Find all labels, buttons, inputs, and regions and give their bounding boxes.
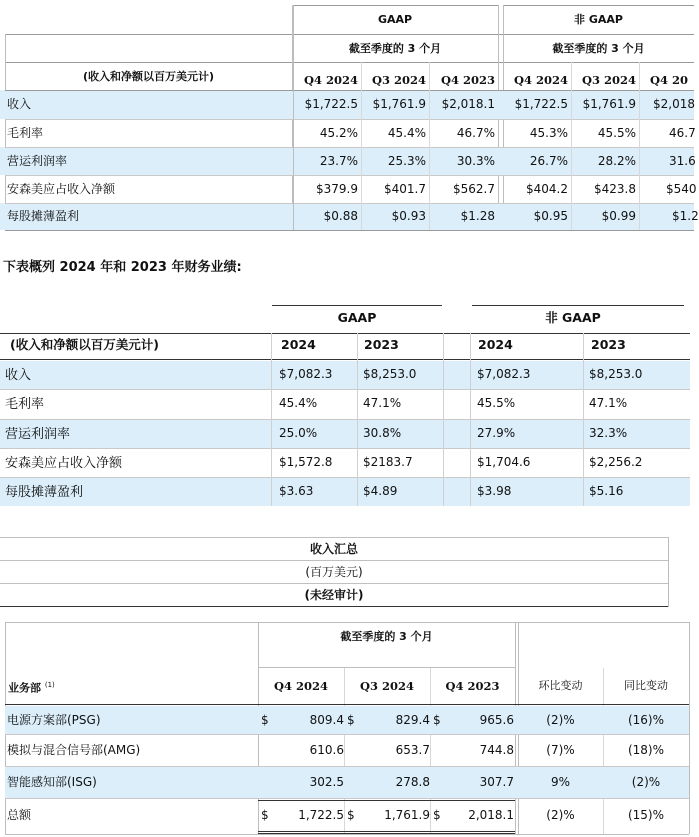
table-row [0,478,690,506]
cell-value: 307.7 [479,775,514,789]
cell-value: $8,253.0 [589,367,643,381]
cell-value: 28.2% [597,154,636,168]
section-heading: 下表概列 2024 年和 2023 年财务业绩: [3,260,242,275]
row-label: 营运利润率 [7,154,68,168]
cell-value: $379.9 [316,182,358,196]
table-row [0,119,694,147]
cell-value: $2,018.1 [441,97,495,111]
table-row [5,799,689,832]
cell-value: $1,761.9 [372,97,426,111]
table-row [0,361,690,389]
table-row [5,706,689,734]
col-header: 同比变动 [624,679,668,692]
row-label: 智能感知部(ISG) [7,775,97,789]
cell-value: 25.0% [279,426,318,440]
cell-value: 45.4% [279,396,318,410]
col-header: Q4 2024 [273,679,329,693]
yoy-change: (15)% [627,808,665,822]
nongaap-period-label: 截至季度的 3 个月 [552,42,645,55]
row-label: 模拟与混合信号部(AMG) [7,743,141,757]
cell-value: $3.98 [477,484,512,498]
cell-value: $1,722.5 [514,97,568,111]
cell-value: $0.99 [601,209,636,223]
cell-value: $404.2 [526,182,568,196]
yoy-change: (18)% [627,743,665,757]
cell-value: 47.1% [589,396,628,410]
table-row [0,390,690,419]
cell-value: 2,018.1 [468,808,514,822]
cell-value: $0.88 [323,209,358,223]
currency-symbol: $ [347,808,355,822]
cell-value: 46.7 [669,126,696,140]
cell-value: $1.2 [672,209,699,223]
cell-value: $5.16 [589,484,624,498]
table-row [0,147,694,175]
cell-value: 653.7 [395,743,430,757]
row-label: 毛利率 [7,126,44,140]
cell-value: 278.8 [395,775,430,789]
table-row [5,735,689,766]
gaap-group-header: GAAP [337,310,377,325]
summary-unit: (百万美元) [305,565,363,579]
col-header: Q4 20 [650,73,689,87]
cell-value: $423.8 [594,182,636,196]
table-row [0,449,690,477]
table-row [0,90,694,119]
cell-value: $1,572.8 [279,455,333,469]
cell-value: 1,761.9 [384,808,430,822]
col-header: Q4 2023 [440,73,495,87]
cell-value: $2183.7 [363,455,413,469]
table-row [5,767,689,798]
cell-value: 31.6 [669,154,696,168]
row-label: 总额 [7,808,32,822]
row-label: 每股摊薄盈利 [7,209,80,223]
cell-value: 302.5 [309,775,344,789]
cell-value: 610.6 [309,743,344,757]
cell-value: $8,253.0 [363,367,417,381]
cell-value: $1,722.5 [304,97,358,111]
qoq-change: (7)% [546,743,575,757]
col-header: Q4 2024 [513,73,568,87]
col-header: 2024 [281,337,316,352]
cell-value: 26.7% [529,154,568,168]
gaap-group-header: GAAP [377,13,413,26]
cell-value: $7,082.3 [477,367,531,381]
cell-value: $4.89 [363,484,398,498]
cell-value: 46.7% [456,126,495,140]
gaap-period-label: 截至季度的 3 个月 [348,42,442,55]
cell-value: 45.5% [597,126,636,140]
cell-value: 1,722.5 [298,808,344,822]
col-header: 2023 [591,337,626,352]
col-header: Q3 2024 [371,73,426,87]
col-header: Q4 2023 [445,679,500,693]
cell-value: 27.9% [477,426,516,440]
cell-value: $1,704.6 [477,455,531,469]
row-label: 安森美应占收入净额 [7,182,116,196]
cell-value: 30.8% [363,426,402,440]
table-row [0,175,697,203]
cell-value: $1,761.9 [582,97,636,111]
unit-label: (收入和净额以百万美元计) [10,337,159,352]
cell-value: 45.2% [319,126,358,140]
cell-value: $540 [666,182,697,196]
cell-value: 32.3% [589,426,628,440]
table-row [0,203,699,230]
col-header: Q4 2024 [303,73,358,87]
row-label: 每股摊薄盈利 [5,485,84,500]
yoy-change: (16)% [627,713,665,727]
qoq-change: (2)% [546,808,575,822]
nongaap-group-header: 非 GAAP [574,13,623,26]
row-label: 营运利润率 [5,427,71,442]
col-header: 2024 [478,337,513,352]
cell-value: $2,256.2 [589,455,643,469]
unit-label: (收入和净额以百万美元计) [82,70,215,83]
cell-value: 809.4 [309,713,344,727]
row-label: 收入 [7,97,32,111]
cell-value: 30.3% [456,154,495,168]
cell-value: 23.7% [319,154,358,168]
currency-symbol: $ [433,808,441,822]
row-label: 电源方案部(PSG) [7,713,101,727]
yoy-change: (2)% [631,775,661,789]
cell-value: $3.63 [279,484,314,498]
cell-value: 25.3% [387,154,426,168]
currency-symbol: $ [433,713,441,727]
col-header: 2023 [364,337,399,352]
cell-value: 829.4 [395,713,430,727]
nongaap-group-header: 非 GAAP [545,310,601,325]
table-row [0,420,690,448]
cell-value: 45.4% [387,126,426,140]
currency-symbol: $ [347,713,355,727]
cell-value: $2,018 [653,97,695,111]
cell-value: $1.28 [460,209,495,223]
col-header: Q3 2024 [581,73,636,87]
cell-value: $401.7 [384,182,426,196]
cell-value: $562.7 [453,182,495,196]
cell-value: $0.93 [391,209,426,223]
cell-value: $7,082.3 [279,367,333,381]
cell-value: 47.1% [363,396,402,410]
summary-note: (未经审计) [304,588,364,602]
cell-value: 965.6 [479,713,514,727]
dept-label: 业务部 $^{(1)}$ [8,681,55,695]
cell-value: $0.95 [533,209,568,223]
currency-symbol: $ [261,808,269,822]
row-label: 毛利率 [5,397,45,412]
row-label: 安森美应占收入净额 [5,456,123,471]
qoq-change: (2)% [546,713,575,727]
cell-value: 744.8 [479,743,514,757]
period-label: 截至季度的 3 个月 [340,630,433,643]
qoq-change: 9% [550,775,571,789]
currency-symbol: $ [261,713,269,727]
summary-title: 收入汇总 [309,542,358,556]
row-label: 收入 [5,368,32,383]
cell-value: 45.5% [477,396,516,410]
col-header: 环比变动 [538,679,583,692]
cell-value: 45.3% [529,126,568,140]
col-header: Q3 2024 [359,679,415,693]
